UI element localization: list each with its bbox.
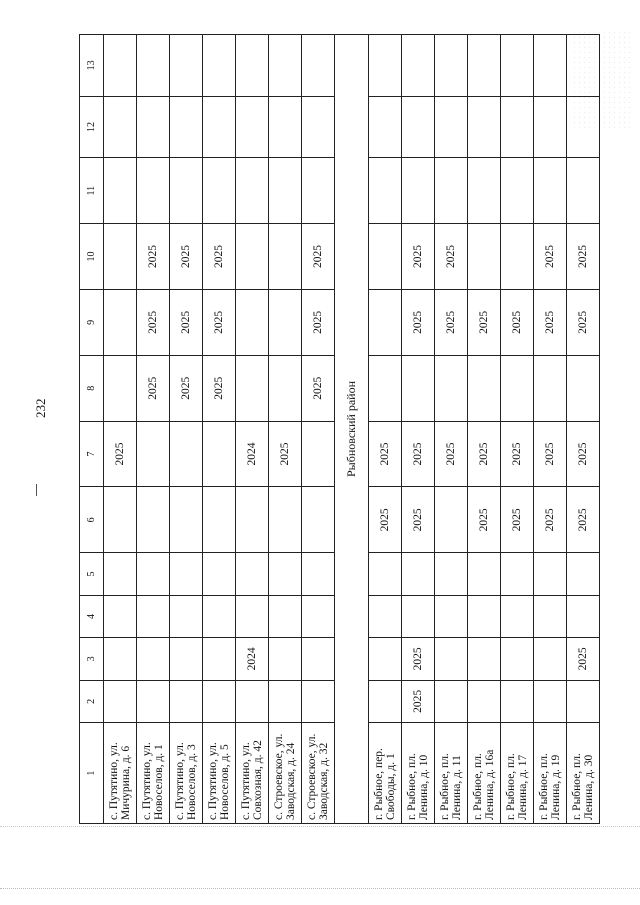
year-cell xyxy=(137,638,170,680)
address-cell: г. Рыбное, пл. Ленина, д. 17 xyxy=(501,723,534,824)
year-cell xyxy=(269,355,302,421)
year-cell xyxy=(501,96,534,158)
year-cell xyxy=(369,158,402,224)
header-cell: 7 xyxy=(80,421,104,487)
year-cell xyxy=(567,595,600,637)
year-cell xyxy=(137,158,170,224)
document-table xyxy=(79,34,595,824)
table-row xyxy=(468,35,501,824)
year-cell xyxy=(302,638,335,680)
year-cell: 2025 xyxy=(402,680,435,722)
year-cell xyxy=(137,487,170,553)
year-cell xyxy=(435,158,468,224)
year-cell xyxy=(534,96,567,158)
year-cell: 2025 xyxy=(567,224,600,290)
year-cell xyxy=(137,96,170,158)
address-cell: с. Путятино, ул. Мичурина, д. 6 xyxy=(104,723,137,824)
year-cell xyxy=(468,680,501,722)
year-cell xyxy=(369,289,402,355)
address-cell: с. Путятино, ул. Новоселов, д. 1 xyxy=(137,723,170,824)
year-cell xyxy=(269,553,302,595)
year-cell xyxy=(170,487,203,553)
header-cell: 6 xyxy=(80,487,104,553)
year-cell: 2025 xyxy=(137,289,170,355)
year-cell: 2025 xyxy=(534,289,567,355)
year-cell xyxy=(534,638,567,680)
address-cell: г. Рыбное, пл. Ленина, д. 30 xyxy=(567,723,600,824)
year-cell xyxy=(203,421,236,487)
year-cell xyxy=(369,595,402,637)
year-cell: 2025 xyxy=(534,487,567,553)
header-cell: 11 xyxy=(80,158,104,224)
district-row xyxy=(335,35,369,824)
year-cell xyxy=(170,638,203,680)
year-cell xyxy=(435,638,468,680)
year-cell: 2025 xyxy=(501,421,534,487)
year-cell xyxy=(369,680,402,722)
header-cell: 2 xyxy=(80,680,104,722)
year-cell xyxy=(567,680,600,722)
year-cell xyxy=(203,96,236,158)
address-cell: г. Рыбное, пл. Ленина, д. 10 xyxy=(402,723,435,824)
year-cell xyxy=(104,487,137,553)
year-cell xyxy=(501,553,534,595)
year-cell xyxy=(468,638,501,680)
address-cell: г. Рыбное, пл. Ленина, д. 19 xyxy=(534,723,567,824)
year-cell xyxy=(402,595,435,637)
year-cell xyxy=(302,421,335,487)
year-cell xyxy=(170,553,203,595)
table-row xyxy=(567,35,600,824)
address-cell: с. Строевское, ул. Заводская, д. 24 xyxy=(269,723,302,824)
table-row xyxy=(501,35,534,824)
address-cell: г. Рыбное, пл. Ленина, д. 16а xyxy=(468,723,501,824)
header-cell: 10 xyxy=(80,224,104,290)
year-cell xyxy=(567,355,600,421)
year-cell: 2025 xyxy=(369,487,402,553)
year-cell: 2025 xyxy=(435,421,468,487)
year-cell xyxy=(402,355,435,421)
year-cell xyxy=(302,553,335,595)
address-cell: с. Строевское, ул. Заводская, д. 32 xyxy=(302,723,335,824)
year-cell xyxy=(369,638,402,680)
year-cell xyxy=(435,35,468,97)
year-cell xyxy=(501,158,534,224)
header-cell: 12 xyxy=(80,96,104,158)
year-cell xyxy=(567,35,600,97)
table-row xyxy=(137,35,170,824)
year-cell xyxy=(137,553,170,595)
year-cell xyxy=(170,158,203,224)
year-cell xyxy=(302,96,335,158)
year-cell xyxy=(170,680,203,722)
year-cell: 2025 xyxy=(402,289,435,355)
year-cell xyxy=(435,355,468,421)
year-cell: 2025 xyxy=(534,421,567,487)
table-row xyxy=(269,35,302,824)
year-cell xyxy=(269,680,302,722)
year-cell xyxy=(236,487,269,553)
year-cell xyxy=(567,158,600,224)
year-cell xyxy=(236,553,269,595)
year-cell xyxy=(402,158,435,224)
year-cell xyxy=(302,35,335,97)
year-cell xyxy=(236,96,269,158)
year-cell: 2025 xyxy=(302,355,335,421)
year-cell: 2025 xyxy=(402,638,435,680)
year-cell xyxy=(269,158,302,224)
year-cell: 2025 xyxy=(170,224,203,290)
year-cell: 2024 xyxy=(236,638,269,680)
year-cell xyxy=(104,158,137,224)
year-cell xyxy=(369,553,402,595)
year-cell: 2025 xyxy=(170,355,203,421)
year-cell: 2025 xyxy=(269,421,302,487)
year-cell xyxy=(435,96,468,158)
year-cell xyxy=(501,355,534,421)
year-cell xyxy=(203,638,236,680)
year-cell xyxy=(203,595,236,637)
table-row xyxy=(369,35,402,824)
year-cell xyxy=(302,680,335,722)
year-cell xyxy=(501,595,534,637)
year-cell xyxy=(468,96,501,158)
year-cell xyxy=(402,35,435,97)
scan-edge-bottom xyxy=(0,888,640,890)
year-cell xyxy=(302,487,335,553)
year-cell xyxy=(402,553,435,595)
year-cell xyxy=(104,595,137,637)
year-cell xyxy=(203,680,236,722)
year-cell xyxy=(468,595,501,637)
year-cell xyxy=(567,96,600,158)
year-cell: 2025 xyxy=(435,224,468,290)
year-cell: 2025 xyxy=(402,421,435,487)
year-cell: 2025 xyxy=(567,638,600,680)
table-row xyxy=(435,35,468,824)
year-cell xyxy=(137,421,170,487)
district-title: Рыбновский район xyxy=(335,35,369,824)
year-cell xyxy=(104,355,137,421)
year-cell xyxy=(269,595,302,637)
header-cell: 5 xyxy=(80,553,104,595)
year-cell: 2025 xyxy=(302,289,335,355)
year-cell: 2025 xyxy=(137,224,170,290)
year-cell xyxy=(435,553,468,595)
year-cell xyxy=(534,35,567,97)
year-cell xyxy=(369,96,402,158)
data-grid xyxy=(79,34,600,824)
year-cell: 2025 xyxy=(369,421,402,487)
year-cell xyxy=(269,638,302,680)
year-cell xyxy=(104,680,137,722)
year-cell: 2025 xyxy=(468,421,501,487)
year-cell xyxy=(203,35,236,97)
year-cell xyxy=(236,680,269,722)
year-cell xyxy=(402,96,435,158)
table-row xyxy=(402,35,435,824)
year-cell xyxy=(137,35,170,97)
year-cell: 2025 xyxy=(137,355,170,421)
year-cell xyxy=(137,680,170,722)
year-cell xyxy=(104,638,137,680)
year-cell xyxy=(435,595,468,637)
year-cell: 2025 xyxy=(435,289,468,355)
year-cell: 2025 xyxy=(501,487,534,553)
year-cell xyxy=(104,96,137,158)
year-cell: 2025 xyxy=(402,224,435,290)
header-cell: 3 xyxy=(80,638,104,680)
year-cell xyxy=(203,553,236,595)
year-cell xyxy=(137,595,170,637)
table-row xyxy=(203,35,236,824)
address-cell: с. Путятино, ул. Новоселов, д. 3 xyxy=(170,723,203,824)
year-cell: 2025 xyxy=(170,289,203,355)
table-row xyxy=(236,35,269,824)
year-cell xyxy=(435,487,468,553)
year-cell xyxy=(269,35,302,97)
year-cell xyxy=(236,35,269,97)
year-cell xyxy=(170,35,203,97)
year-cell xyxy=(468,35,501,97)
year-cell xyxy=(501,224,534,290)
year-cell xyxy=(468,355,501,421)
year-cell xyxy=(203,487,236,553)
year-cell: 2025 xyxy=(203,289,236,355)
year-cell xyxy=(369,35,402,97)
header-cell: 1 xyxy=(80,723,104,824)
year-cell: 2025 xyxy=(468,487,501,553)
year-cell xyxy=(236,355,269,421)
year-cell xyxy=(369,355,402,421)
scan-edge xyxy=(0,826,640,828)
year-cell: 2024 xyxy=(236,421,269,487)
address-cell: г. Рыбное, пл. Ленина, д. 11 xyxy=(435,723,468,824)
year-cell xyxy=(104,35,137,97)
year-cell xyxy=(501,638,534,680)
address-cell: с. Путятино, ул. Совхозная, д. 42 xyxy=(236,723,269,824)
year-cell: 2025 xyxy=(468,289,501,355)
header-cell: 9 xyxy=(80,289,104,355)
year-cell: 2025 xyxy=(501,289,534,355)
year-cell: 2025 xyxy=(567,421,600,487)
year-cell: 2025 xyxy=(203,355,236,421)
page-number: 232 xyxy=(33,398,48,418)
year-cell xyxy=(534,595,567,637)
year-cell xyxy=(468,553,501,595)
year-cell: 2025 xyxy=(402,487,435,553)
year-cell xyxy=(269,289,302,355)
table-row xyxy=(170,35,203,824)
year-cell xyxy=(534,158,567,224)
year-cell: 2025 xyxy=(203,224,236,290)
table-row xyxy=(302,35,335,824)
table-row xyxy=(104,35,137,824)
table-row xyxy=(534,35,567,824)
year-cell xyxy=(534,680,567,722)
address-cell: г. Рыбное, пер. Свободы, д. 1 xyxy=(369,723,402,824)
year-cell xyxy=(236,595,269,637)
address-cell: с. Путятино, ул. Новоселов, д. 5 xyxy=(203,723,236,824)
year-cell xyxy=(236,158,269,224)
year-cell xyxy=(269,487,302,553)
year-cell xyxy=(567,553,600,595)
year-cell xyxy=(468,158,501,224)
year-cell xyxy=(501,35,534,97)
year-cell xyxy=(501,680,534,722)
year-cell xyxy=(302,158,335,224)
year-cell xyxy=(534,553,567,595)
year-cell xyxy=(236,289,269,355)
margin-mark xyxy=(36,484,37,496)
year-cell: 2025 xyxy=(567,289,600,355)
year-cell: 2025 xyxy=(302,224,335,290)
year-cell: 2025 xyxy=(534,224,567,290)
header-cell: 4 xyxy=(80,595,104,637)
header-cell: 8 xyxy=(80,355,104,421)
year-cell xyxy=(236,224,269,290)
year-cell xyxy=(435,680,468,722)
year-cell xyxy=(170,96,203,158)
year-cell xyxy=(104,289,137,355)
header-cell: 13 xyxy=(80,35,104,97)
year-cell xyxy=(104,553,137,595)
year-cell xyxy=(170,595,203,637)
year-cell xyxy=(269,224,302,290)
year-cell xyxy=(104,224,137,290)
year-cell: 2025 xyxy=(567,487,600,553)
year-cell xyxy=(203,158,236,224)
year-cell xyxy=(302,595,335,637)
year-cell xyxy=(468,224,501,290)
year-cell xyxy=(534,355,567,421)
year-cell xyxy=(269,96,302,158)
year-cell: 2025 xyxy=(104,421,137,487)
header-row xyxy=(80,35,104,824)
year-cell xyxy=(369,224,402,290)
year-cell xyxy=(170,421,203,487)
